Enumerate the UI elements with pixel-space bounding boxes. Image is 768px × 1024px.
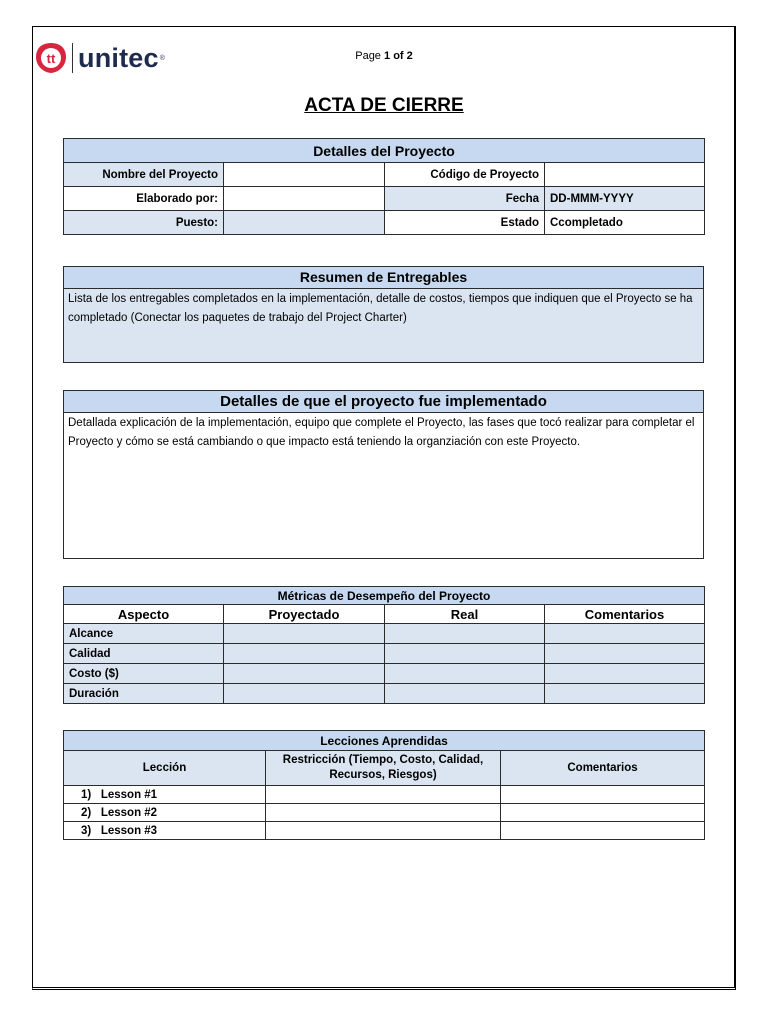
- svg-text:tt: tt: [46, 51, 56, 66]
- metrics-cell[interactable]: [385, 684, 545, 704]
- lesson-row: [64, 786, 705, 804]
- project-details-heading: Detalles del Proyecto: [64, 139, 705, 163]
- metrics-heading: Métricas de Desempeño del Proyecto: [64, 587, 705, 605]
- metrics-row: [64, 624, 705, 644]
- metrics-cell[interactable]: [385, 664, 545, 684]
- metrics-cell[interactable]: [545, 664, 705, 684]
- deliverables-heading: Resumen de Entregables: [64, 267, 703, 289]
- deliverables-section: [63, 266, 704, 363]
- lessons-col-restriction: Restricción (Tiempo, Costo, Calidad, Recursos, Riesgos): [266, 751, 501, 786]
- status-label: Estado: [385, 211, 545, 235]
- prepared-by-value[interactable]: [224, 187, 385, 211]
- metrics-cell[interactable]: [385, 624, 545, 644]
- metrics-col-comments: Comentarios: [545, 605, 705, 624]
- implementation-heading: Detalles de que el proyecto fue implementado: [64, 391, 703, 413]
- lesson-label: 1) Lesson #1: [64, 786, 266, 804]
- metrics-col-real: Real: [385, 605, 545, 624]
- metrics-row: [64, 664, 705, 684]
- metrics-cell[interactable]: [385, 644, 545, 664]
- prepared-by-label: Elaborado por:: [64, 187, 224, 211]
- lesson-cell[interactable]: [501, 804, 705, 822]
- logo-registered-mark: ®: [159, 54, 165, 62]
- project-name-value[interactable]: [224, 163, 385, 187]
- implementation-body[interactable]: Detallada explicación de la implementación, equipo que complete el Proyecto, las fases que tocó realizar para completar el Proyecto y cómo se está cambiando o que impacto está teniendo la organziación con este Proyecto.: [68, 417, 695, 448]
- date-label: Fecha: [385, 187, 545, 211]
- metrics-col-projected: Proyectado: [224, 605, 385, 624]
- metrics-row: [64, 684, 705, 704]
- position-value[interactable]: [224, 211, 385, 235]
- metrics-cell[interactable]: [545, 684, 705, 704]
- lessons-col-lesson: Lección: [64, 751, 266, 786]
- lesson-cell[interactable]: [501, 786, 705, 804]
- metrics-cell[interactable]: [224, 664, 385, 684]
- metrics-row-label: Alcance: [64, 624, 224, 644]
- project-name-label: Nombre del Proyecto: [64, 163, 224, 187]
- lesson-cell[interactable]: [501, 822, 705, 840]
- project-code-label: Código de Proyecto: [385, 163, 545, 187]
- metrics-cell[interactable]: [224, 684, 385, 704]
- position-label: Puesto:: [64, 211, 224, 235]
- metrics-row-label: Calidad: [64, 644, 224, 664]
- lesson-row: [64, 804, 705, 822]
- metrics-table: [63, 586, 705, 704]
- page-number: Page 1 of 2: [355, 50, 413, 62]
- lesson-row: [64, 822, 705, 840]
- metrics-cell[interactable]: [545, 624, 705, 644]
- project-details-table: [63, 138, 705, 235]
- metrics-cell[interactable]: [224, 624, 385, 644]
- document-title: ACTA DE CIERRE: [304, 95, 464, 116]
- metrics-cell[interactable]: [545, 644, 705, 664]
- lessons-heading: Lecciones Aprendidas: [64, 731, 705, 751]
- metrics-row-label: Duración: [64, 684, 224, 704]
- metrics-row: [64, 644, 705, 664]
- lesson-cell[interactable]: [266, 804, 501, 822]
- lesson-cell[interactable]: [266, 786, 501, 804]
- lessons-col-comments: Comentarios: [501, 751, 705, 786]
- metrics-cell[interactable]: [224, 644, 385, 664]
- metrics-col-aspect: Aspecto: [64, 605, 224, 624]
- metrics-row-label: Costo ($): [64, 664, 224, 684]
- date-value[interactable]: DD-MMM-YYYY: [545, 187, 705, 211]
- project-code-value[interactable]: [545, 163, 705, 187]
- lesson-label: 2) Lesson #2: [64, 804, 266, 822]
- lesson-label: 3) Lesson #3: [64, 822, 266, 840]
- deliverables-body[interactable]: Lista de los entregables completados en la implementación, detalle de costos, tiempos que indiquen que el Proyecto se ha completado (Conectar los paquetes de trabajo del Project Charter): [68, 293, 693, 324]
- status-value[interactable]: Ccompletado: [545, 211, 705, 235]
- implementation-section: [63, 390, 704, 559]
- lesson-cell[interactable]: [266, 822, 501, 840]
- lessons-table: [63, 730, 705, 840]
- logo-wordmark: unitec: [78, 42, 159, 73]
